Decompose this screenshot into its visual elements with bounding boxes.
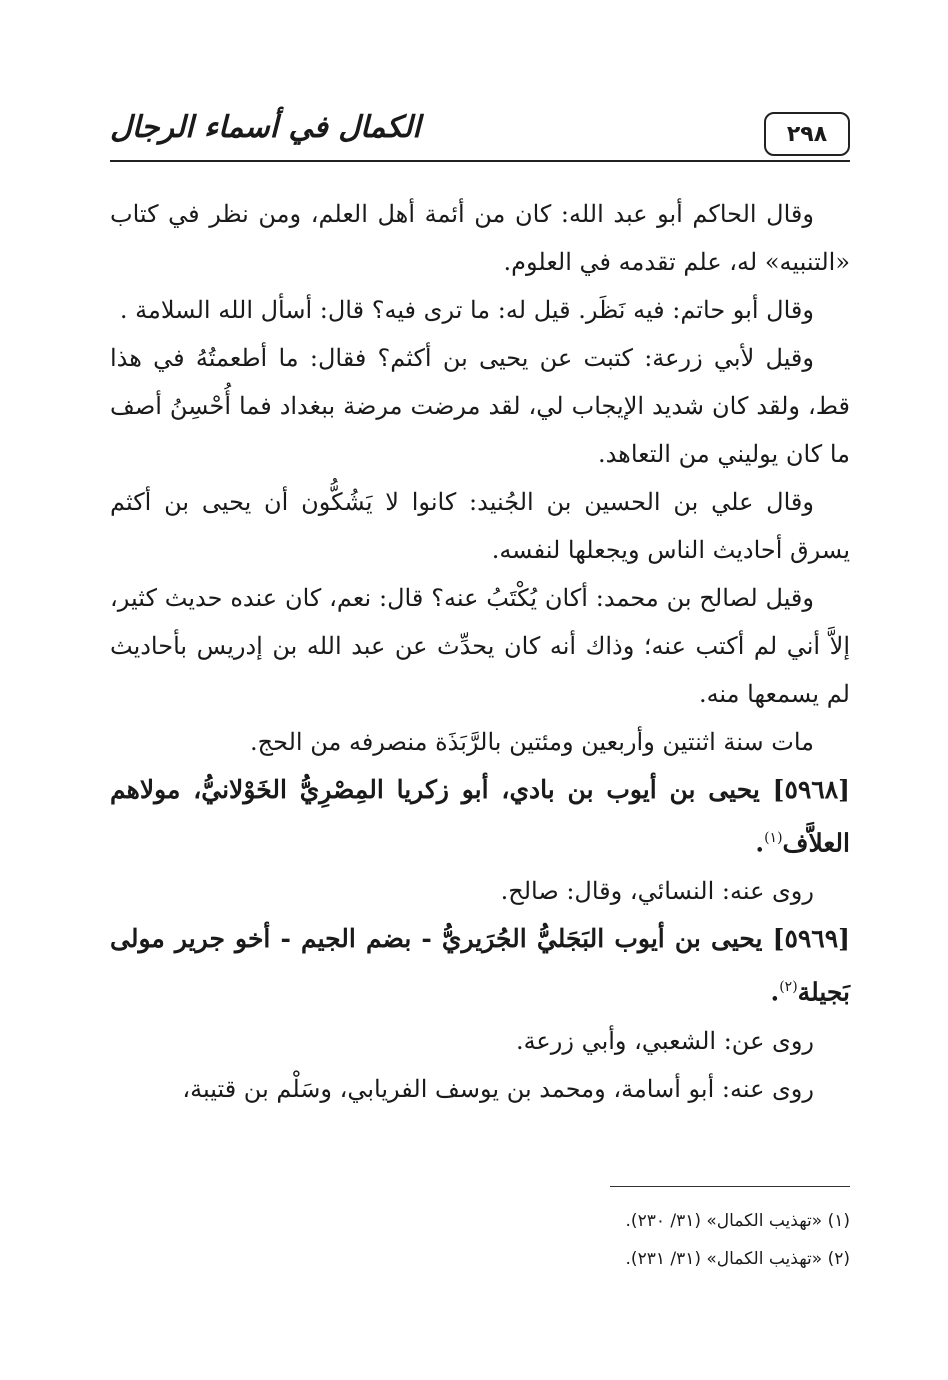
page-number: ٢٩٨ bbox=[764, 112, 850, 156]
entry-line: روى عنه: أبو أسامة، ومحمد بن يوسف الفريابي، وسَلْم بن قتيبة، bbox=[182, 1074, 814, 1103]
entry-heading-end: . bbox=[755, 828, 765, 858]
main-text bbox=[110, 190, 850, 1113]
paragraph: وقال أبو حاتم: فيه نَظَر. قيل له: ما ترى فيه؟ قال: أسأل الله السلامة . bbox=[119, 296, 814, 324]
entry-line: روى عن: الشعبي، وأبي زرعة. bbox=[515, 1026, 814, 1055]
paragraph: وقال الحاكم أبو عبد الله: كان من أئمة أهل العلم، ومن نظر في كتاب «التنبيه» له، علم تقدمه في العلوم. bbox=[110, 200, 850, 276]
footnote: (١) «تهذيب الكمال» (٣١/ ٢٣٠). bbox=[625, 1211, 850, 1231]
footnote-marker: (١) bbox=[764, 830, 783, 846]
book-title: الكمال في أسماء الرجال bbox=[110, 110, 421, 145]
paragraph: وقيل لصالح بن محمد: أكان يُكْتَبُ عنه؟ قال: نعم، كان عنده حديث كثير، إلاَّ أني لم أكتب عنه؛ وذاك أنه كان يحدِّث عن عبد الله بن إدريس بأحاديث لم يسمعها منه. bbox=[110, 584, 850, 708]
footnote: (٢) «تهذيب الكمال» (٣١/ ٢٣١). bbox=[625, 1249, 850, 1269]
entry-heading bbox=[110, 766, 850, 867]
entry-heading-text: [٥٩٦٩] يحيى بن أيوب البَجَليُّ الجُرَيريُّ - بضم الجيم - أخو جرير مولى بَجيلة bbox=[110, 924, 850, 1007]
entry-line: روى عنه: النسائي، وقال: صالح. bbox=[500, 877, 814, 906]
footnotes bbox=[110, 1202, 850, 1278]
paragraph: مات سنة اثنتين وأربعين ومئتين بالرَّبَذَة منصرفه من الحج. bbox=[249, 728, 814, 756]
paragraph: وقال علي بن الحسين بن الجُنيد: كانوا لا يَشُكُّون أن يحيى بن أكثم يسرق أحاديث الناس ويجعلها لنفسه. bbox=[110, 488, 850, 564]
paragraph: وقيل لأبي زرعة: كتبت عن يحيى بن أكثم؟ فقال: ما أطعمتُهُ في هذا قط، ولقد كان شديد الإيجاب لي، لقد مرضت مرضة ببغداد فما أُحْسِنُ أصف ما كان يوليني من التعاهد. bbox=[110, 344, 850, 468]
page-header bbox=[110, 108, 850, 158]
entry-heading bbox=[110, 915, 850, 1016]
footnote-marker: (٢) bbox=[779, 979, 798, 996]
footnote-divider bbox=[610, 1186, 850, 1187]
header-divider bbox=[110, 160, 850, 162]
entry-heading-text: [٥٩٦٨] يحيى بن أيوب بن بادي، أبو زكريا المِصْرِيُّ الخَوْلانيُّ، مولاهم العلاَّف bbox=[110, 775, 850, 858]
entry-heading-end: . bbox=[770, 977, 780, 1007]
